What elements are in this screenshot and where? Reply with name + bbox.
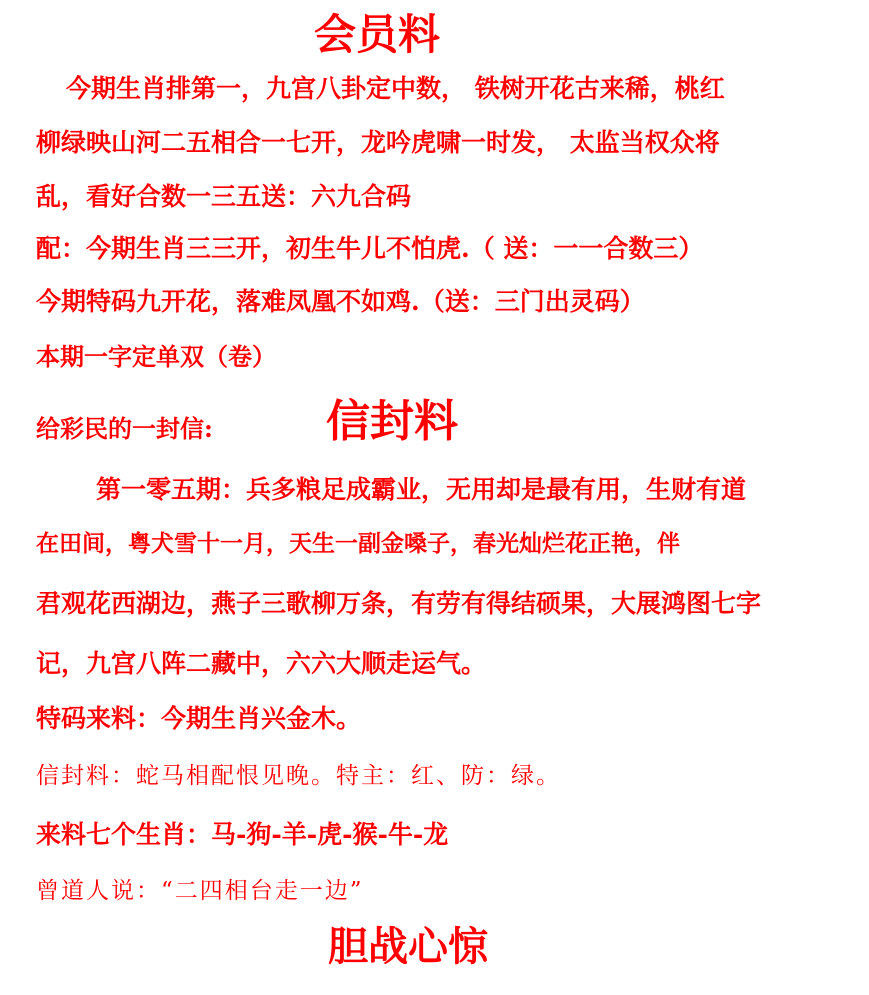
letter-line-6: 信封料：蛇马相配恨见晚。特主：红、防：绿。 xyxy=(36,763,561,789)
letter-line-5: 特码来料：今期生肖兴金木。 xyxy=(36,704,362,733)
letter-title: 信封料 xyxy=(326,396,458,447)
member-line-3: 乱，看好合数一三五送：六九合码 xyxy=(36,182,412,211)
letter-intro: 给彩民的一封信: xyxy=(36,414,213,443)
letter-line-3: 君观花西湖边，燕子三歌柳万条，有劳有得结硕果，大展鸿图七字 xyxy=(36,589,762,618)
letter-line-2: 在田间，粤犬雪十一月，天生一副金嗓子，春光灿烂花正艳，伴 xyxy=(36,531,680,557)
member-line-1: 今期生肖排第一，九宫八卦定中数， 铁树开花古来稀，桃红 xyxy=(66,74,725,103)
footer-title: 胆战心惊 xyxy=(328,924,488,970)
letter-line-4: 记，九宫八阵二藏中，六六大顺走运气。 xyxy=(36,649,487,678)
member-line-2: 柳绿映山河二五相合一七开，龙吟虎啸一时发， 太监当权众将 xyxy=(36,128,720,157)
member-line-4: 配：今期生肖三三开，初生牛儿不怕虎.（ 送：一一合数三） xyxy=(36,234,704,263)
member-title: 会员料 xyxy=(314,10,441,59)
member-line-6: 本期一字定单双（卷） xyxy=(36,343,276,371)
letter-line-8: 曾道人说：“二四相台走一边” xyxy=(36,878,364,904)
member-line-5: 今期特码九开花，落难凤凰不如鸡.（送：三门出灵码） xyxy=(36,287,645,316)
letter-line-7: 来料七个生肖：马-狗-羊-虎-猴-牛-龙 xyxy=(36,820,449,849)
letter-line-1: 第一零五期：兵多粮足成霸业，无用却是最有用，生财有道 xyxy=(96,475,747,504)
